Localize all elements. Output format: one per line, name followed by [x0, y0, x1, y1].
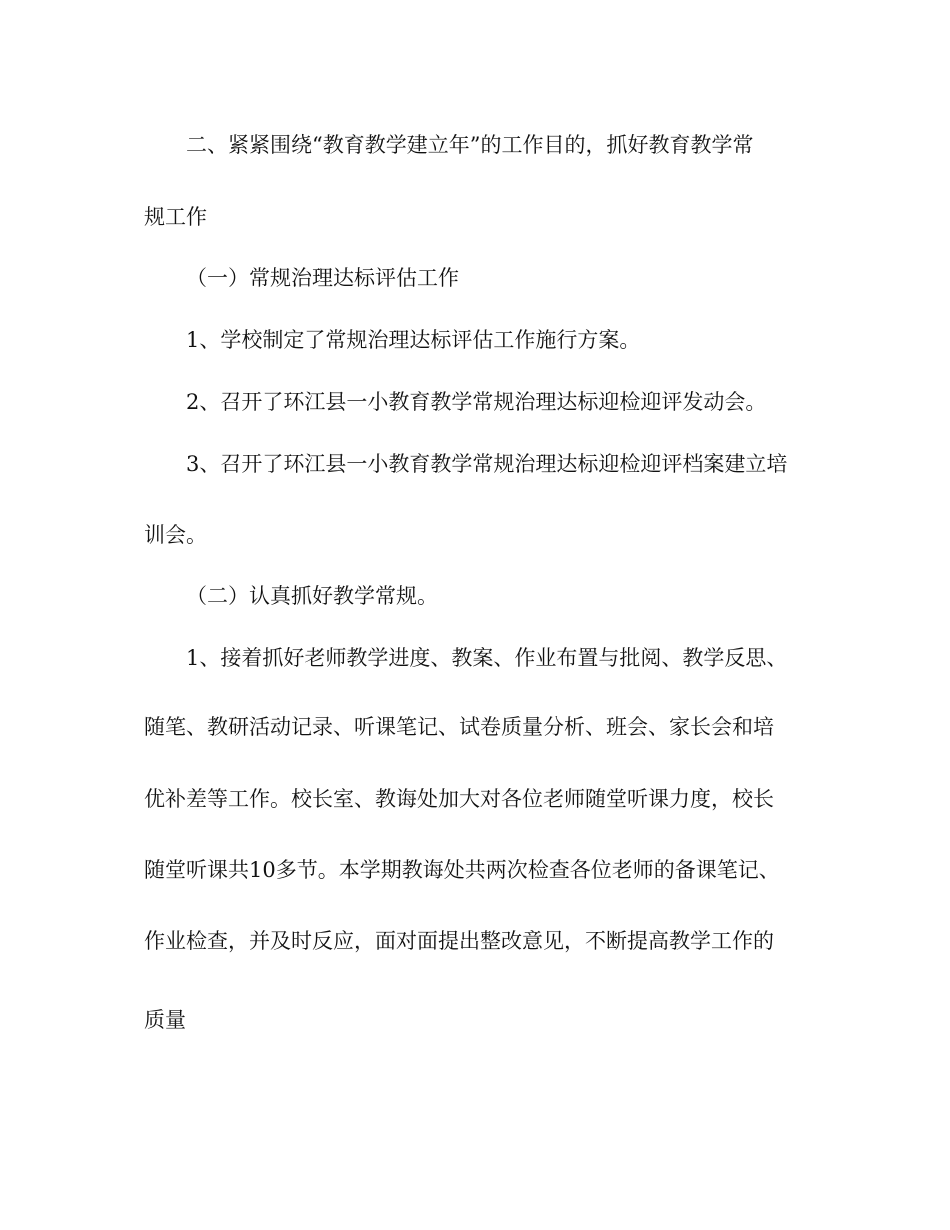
paragraph-line-2: 随笔、教研活动记录、听课笔记、试卷质量分析、班会、家长会和培 — [144, 715, 774, 739]
paragraph-line-3: 优补差等工作。校长室、教诲处加大对各位老师随堂听课力度，校长 — [144, 787, 774, 811]
paragraph-line-4: 随堂听课共10多节。本学期教诲处共两次检查各位老师的备课笔记、 — [144, 858, 780, 882]
list-item-3-cont: 训会。 — [144, 523, 207, 547]
subsection-heading-1: （一）常规治理达标评估工作 — [186, 266, 459, 290]
list-item-3: 3、召开了环江县一小教育教学常规治理达标迎检迎评档案建立培 — [186, 452, 788, 476]
paragraph-line-1: 1、接着抓好老师教学进度、教案、作业布置与批阅、教学反思、 — [186, 646, 788, 670]
list-item-1: 1、学校制定了常规治理达标评估工作施行方案。 — [186, 328, 641, 352]
paragraph-line-5: 作业检查，并及时反应，面对面提出整改意见，不断提高教学工作的 — [144, 929, 774, 953]
list-item-2: 2、召开了环江县一小教育教学常规治理达标迎检迎评发动会。 — [186, 390, 767, 414]
section-heading-2: 二、紧紧围绕“教育教学建立年”的工作目的，抓好教育教学常 — [186, 133, 754, 157]
section-heading-2-cont: 规工作 — [144, 205, 207, 229]
subsection-heading-2: （二）认真抓好教学常规。 — [186, 584, 438, 608]
paragraph-line-6: 质量 — [144, 1008, 186, 1032]
